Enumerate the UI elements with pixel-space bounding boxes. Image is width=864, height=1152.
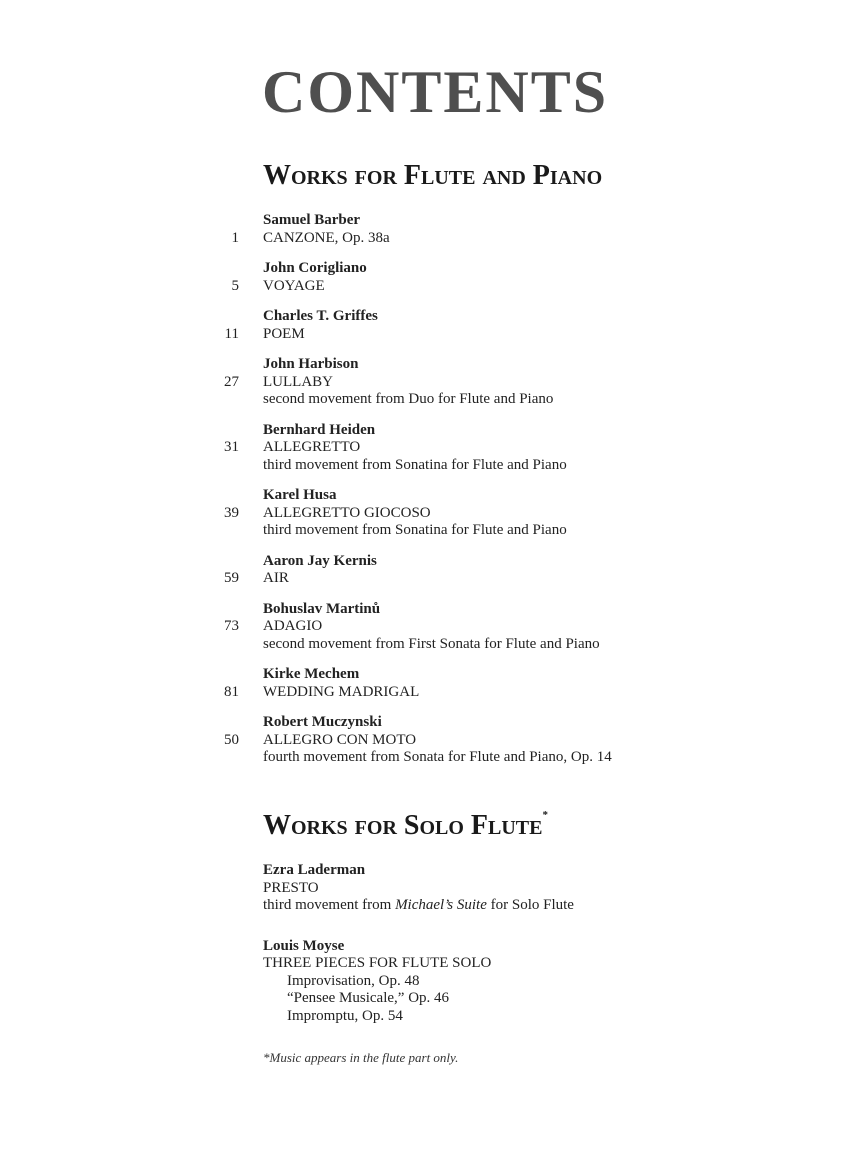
piece-subtitle: second movement from First Sonata for Flute and Piano xyxy=(263,635,600,652)
piece-title: PRESTO xyxy=(263,879,319,896)
composer-name: Ezra Laderman xyxy=(263,862,366,878)
composer-name: Aaron Jay Kernis xyxy=(263,552,377,569)
piece-subtitle: fourth movement from Sonata for Flute and Piano, Op. 14 xyxy=(263,749,612,765)
list-item[interactable] xyxy=(0,862,864,915)
composer-name: Karel Husa xyxy=(263,487,337,503)
list-item[interactable] xyxy=(0,553,864,588)
page-number: 73 xyxy=(224,618,239,634)
piece-title: AIR xyxy=(263,570,289,586)
contents-list-solo-flute xyxy=(0,862,864,1025)
composer-name: Bernhard Heiden xyxy=(263,421,376,438)
piece-subtitle: third movement from Sonatina for Flute and Piano xyxy=(263,522,567,538)
composer-name: John Harbison xyxy=(263,356,359,372)
piece-title: ALLEGRO CON MOTO xyxy=(263,731,417,748)
subtitle-work-title: Michael’s Suite xyxy=(395,897,487,913)
piece-title: WEDDING MADRIGAL xyxy=(263,683,420,700)
composer-name: Charles T. Griffes xyxy=(263,308,378,324)
composer-name: John Corigliano xyxy=(263,260,367,276)
piece-title: ALLEGRETTO xyxy=(263,439,361,455)
page-number: 59 xyxy=(224,570,239,586)
composer-name: Louis Moyse xyxy=(263,937,345,954)
list-item[interactable] xyxy=(0,212,864,247)
composer-name: Robert Muczynski xyxy=(263,714,382,730)
list-item[interactable] xyxy=(0,356,864,409)
sub-item: Impromptu, Op. 54 xyxy=(287,1007,403,1024)
piece-title: VOYAGE xyxy=(263,277,325,294)
piece-title: LULLABY xyxy=(263,373,333,390)
page-title: CONTENTS xyxy=(262,59,609,125)
piece-title: CANZONE, Op. 38a xyxy=(263,229,390,246)
list-item[interactable] xyxy=(0,938,864,1026)
piece-subtitle xyxy=(263,897,864,915)
footnote-marker: * xyxy=(542,809,548,821)
piece-subtitle: second movement from Duo for Flute and Piano xyxy=(263,391,554,407)
list-item[interactable] xyxy=(0,260,864,295)
page-number: 5 xyxy=(231,277,239,294)
page-number: 39 xyxy=(224,504,239,521)
composer-name: Kirke Mechem xyxy=(263,666,360,682)
page-number: 27 xyxy=(224,373,239,390)
list-item[interactable] xyxy=(0,487,864,540)
piece-title: ALLEGRETTO GIOCOSO xyxy=(263,504,431,521)
section-heading-flute-piano: Works for Flute and Piano xyxy=(263,160,603,191)
composer-name: Bohuslav Martinů xyxy=(263,600,381,617)
page-number: 50 xyxy=(224,731,239,748)
list-item[interactable] xyxy=(0,601,864,654)
page-number: 31 xyxy=(224,439,239,455)
sub-item: “Pensee Musicale,” Op. 46 xyxy=(287,990,450,1006)
page-number: 11 xyxy=(224,325,239,342)
sub-item: Improvisation, Op. 48 xyxy=(287,972,420,989)
subtitle-text: third movement from xyxy=(263,897,396,913)
list-item[interactable] xyxy=(0,714,864,767)
piece-title: POEM xyxy=(263,325,305,342)
list-item[interactable] xyxy=(0,422,864,475)
subtitle-text: for Solo Flute xyxy=(486,897,574,913)
section-heading-solo-flute xyxy=(263,809,548,841)
piece-subtitle: third movement from Sonatina for Flute and Piano xyxy=(263,456,567,473)
composer-name: Samuel Barber xyxy=(263,212,361,228)
piece-title: ADAGIO xyxy=(263,618,323,634)
contents-list-flute-piano xyxy=(0,212,864,767)
page-number: 1 xyxy=(231,229,239,246)
section-heading-text: Works for Solo Flute xyxy=(263,810,543,841)
piece-title: THREE PIECES FOR FLUTE SOLO xyxy=(263,955,492,971)
list-item[interactable] xyxy=(0,308,864,343)
page-number: 81 xyxy=(224,683,239,700)
footnote: *Music appears in the flute part only. xyxy=(263,1050,459,1065)
list-item[interactable] xyxy=(0,666,864,701)
